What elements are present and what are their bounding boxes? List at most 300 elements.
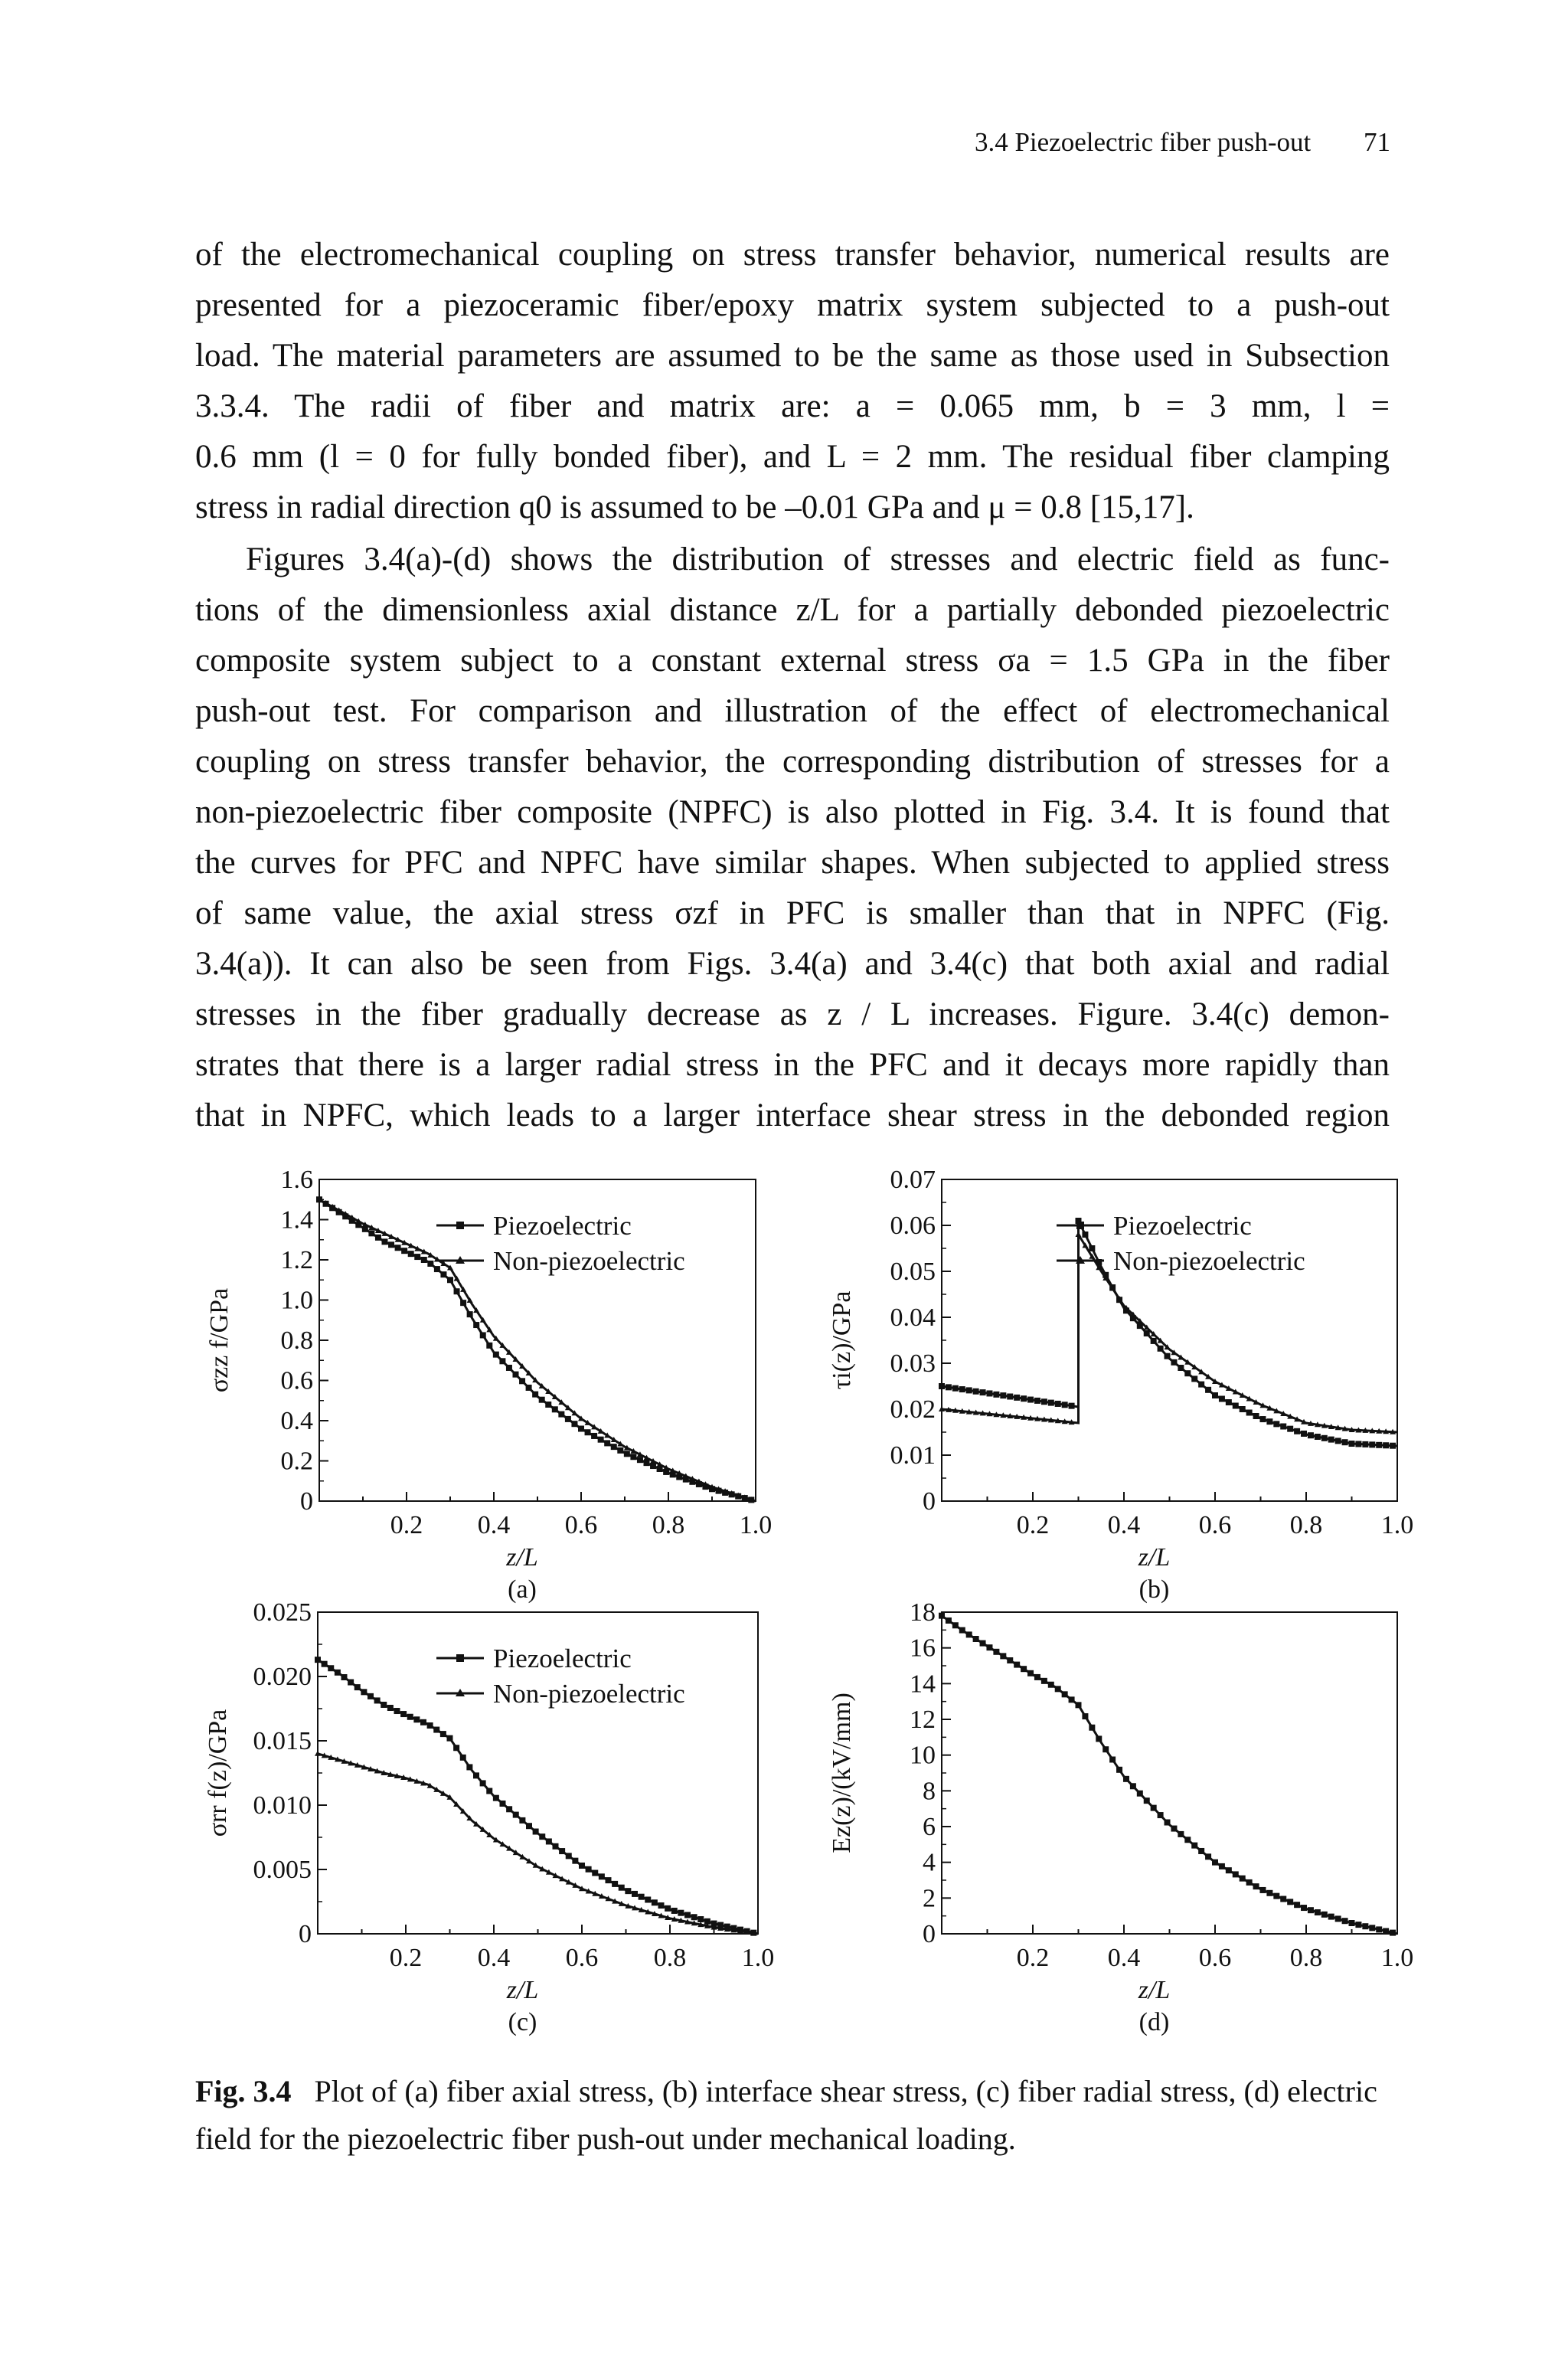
y-tick-label: 0.05: [890, 1258, 936, 1286]
data-point-square: [617, 1447, 623, 1454]
data-point-square: [532, 1392, 538, 1398]
data-point-square: [1027, 1670, 1034, 1676]
data-point-square: [665, 1905, 671, 1912]
legend-label: Piezoelectric: [493, 1644, 632, 1673]
data-point-square: [1082, 1713, 1088, 1719]
y-tick-label: 0.2: [280, 1447, 313, 1476]
y-tick-label: 0.005: [253, 1856, 312, 1884]
text-line: coupling on stress transfer behavior, the corresponding distribution of stresses for a: [195, 744, 1390, 780]
data-point-square: [604, 1440, 610, 1446]
data-point-square: [579, 1863, 585, 1869]
data-point-square: [1021, 1666, 1027, 1672]
data-point-square: [1233, 1871, 1239, 1877]
data-point-square: [473, 1772, 479, 1778]
data-point-square: [1253, 1413, 1259, 1419]
data-point-square: [1240, 1406, 1246, 1412]
data-point-square: [493, 1352, 499, 1358]
data-point-square: [566, 1853, 572, 1859]
data-point-square: [1355, 1922, 1361, 1928]
data-point-square: [1198, 1848, 1204, 1854]
data-point-square: [624, 1451, 630, 1457]
data-point-square: [697, 1916, 704, 1922]
data-point-square: [599, 1873, 605, 1879]
data-point-square: [480, 1780, 486, 1786]
data-point-square: [1362, 1923, 1368, 1929]
data-point-square: [440, 1731, 446, 1737]
data-point-square: [1390, 1930, 1396, 1936]
data-point-square: [1184, 1370, 1191, 1376]
data-point-square: [1390, 1443, 1396, 1449]
data-point-square: [939, 1613, 945, 1619]
data-point-square: [1102, 1746, 1109, 1752]
data-point-square: [1355, 1441, 1361, 1447]
data-point-square: [1158, 1346, 1164, 1352]
data-point-square: [650, 1463, 656, 1469]
data-point-square: [546, 1838, 552, 1844]
data-point-square: [1335, 1438, 1341, 1444]
data-point-square: [526, 1385, 532, 1391]
paragraph-1: [195, 230, 1390, 533]
y-tick-label: 0.020: [253, 1663, 312, 1691]
data-point-square: [447, 1735, 453, 1742]
data-point-square: [1109, 1757, 1116, 1763]
legend-label: Non-piezoelectric: [493, 1246, 685, 1276]
legend-marker-square: [456, 1654, 464, 1662]
y-tick-label: 0.06: [890, 1212, 936, 1240]
data-point-square: [420, 1719, 426, 1725]
data-point-square: [973, 1636, 979, 1642]
data-point-square: [407, 1714, 413, 1720]
data-point-square: [381, 1702, 387, 1708]
text-line: non-piezoelectric fiber composite (NPFC) is also plotted in Fig. 3.4. It is found that: [195, 794, 1390, 830]
data-point-square: [1259, 1887, 1266, 1893]
chart-c: [191, 1589, 804, 2049]
y-axis-label: Ez(z)/(kV/mm): [828, 1693, 856, 1853]
y-tick-label: 0: [923, 1487, 936, 1516]
data-point-square: [1171, 1826, 1177, 1832]
y-axis-label: σzz f/GPa: [205, 1287, 234, 1393]
x-tick-label: 0.2: [1016, 1511, 1050, 1539]
data-point-square: [592, 1870, 598, 1876]
data-point-square: [1328, 1914, 1334, 1920]
data-point-square: [980, 1389, 986, 1395]
data-point-square: [1321, 1435, 1328, 1441]
data-point-square: [1321, 1912, 1328, 1918]
page-number: 71: [1364, 127, 1390, 157]
data-point-square: [315, 1657, 321, 1663]
series-line: [318, 1754, 758, 1934]
x-axis-label: z/L: [1138, 1976, 1171, 2004]
data-point-square: [644, 1460, 650, 1466]
y-tick-label: 1.4: [280, 1205, 313, 1235]
data-point-square: [1383, 1442, 1389, 1448]
data-point-square: [387, 1705, 394, 1711]
data-point-square: [1349, 1920, 1355, 1926]
data-point-square: [1184, 1837, 1191, 1843]
data-point-square: [1048, 1682, 1054, 1688]
data-point-square: [400, 1711, 407, 1717]
data-point-square: [1041, 1398, 1047, 1405]
data-point-square: [1342, 1439, 1348, 1445]
data-point-square: [1041, 1678, 1047, 1684]
data-point-square: [1158, 1812, 1164, 1818]
data-point-square: [1027, 1397, 1034, 1403]
x-tick-label: 0.2: [390, 1511, 423, 1539]
x-tick-label: 0.4: [1107, 1944, 1141, 1972]
text-line: presented for a piezoceramic fiber/epoxy matrix system subjected to a push-out: [195, 287, 1390, 323]
data-point-square: [1205, 1853, 1211, 1860]
y-tick-label: 0.025: [253, 1598, 312, 1627]
data-point-square: [545, 1402, 551, 1408]
data-point-square: [973, 1389, 979, 1395]
data-point-square: [1335, 1915, 1341, 1922]
data-point-square: [1069, 1403, 1075, 1409]
data-point-square: [652, 1899, 658, 1905]
data-point-square: [571, 1421, 577, 1427]
data-point-square: [1301, 1431, 1307, 1437]
data-point-square: [966, 1631, 972, 1637]
data-point-square: [619, 1885, 625, 1891]
data-point-square: [1000, 1653, 1006, 1659]
data-point-square: [1165, 1353, 1171, 1359]
data-point-square: [637, 1457, 643, 1463]
data-point-square: [408, 1251, 414, 1257]
x-tick-label: 1.0: [1380, 1511, 1414, 1539]
x-axis-label: z/L: [506, 1976, 539, 2004]
panel-label: (d): [1138, 2008, 1170, 2036]
data-point-square: [946, 1617, 952, 1624]
data-point-square: [1376, 1926, 1382, 1932]
data-point-square: [1246, 1410, 1253, 1416]
data-point-square: [578, 1426, 584, 1432]
data-point-square: [1212, 1392, 1218, 1398]
paragraph-2: [195, 535, 1390, 1141]
panel-label: (c): [508, 2008, 537, 2036]
data-point-square: [382, 1238, 388, 1245]
legend-label: Non-piezoelectric: [493, 1679, 685, 1709]
data-point-square: [354, 1684, 361, 1690]
data-point-square: [1096, 1735, 1102, 1742]
y-tick-label: 0.01: [890, 1441, 936, 1470]
y-tick-label: 0.04: [890, 1303, 936, 1332]
data-point-square: [684, 1912, 691, 1918]
data-point-square: [460, 1755, 466, 1761]
text-line: composite system subject to a constant external stress σa = 1.5 GPa in the fiber: [195, 643, 1390, 679]
x-tick-label: 0.6: [1198, 1944, 1232, 1972]
data-point-square: [1055, 1686, 1061, 1692]
data-point-square: [467, 1311, 473, 1317]
data-point-square: [1014, 1395, 1020, 1401]
data-point-square: [440, 1271, 446, 1277]
data-point-square: [586, 1866, 592, 1873]
data-point-square: [1349, 1441, 1355, 1447]
data-point-square: [1383, 1928, 1389, 1935]
legend-label: Non-piezoelectric: [1113, 1246, 1305, 1276]
data-point-square: [348, 1680, 354, 1686]
text-line: of same value, the axial stress σzf in PFC is smaller than that in NPFC (Fig.: [195, 895, 1390, 931]
data-point-square: [526, 1823, 532, 1829]
data-point-square: [1191, 1843, 1197, 1849]
data-point-square: [427, 1261, 433, 1267]
data-point-square: [361, 1689, 367, 1695]
data-point-square: [1151, 1805, 1157, 1811]
data-point-square: [539, 1833, 545, 1840]
data-point-square: [1212, 1860, 1218, 1866]
data-point-square: [460, 1300, 466, 1306]
data-point-square: [1280, 1896, 1286, 1902]
data-point-square: [959, 1386, 965, 1392]
x-tick-label: 0.6: [564, 1511, 598, 1539]
data-point-square: [939, 1383, 945, 1389]
text-line: push-out test. For comparison and illustration of the effect of electromechanical: [195, 693, 1390, 729]
data-point-square: [1171, 1359, 1177, 1366]
x-tick-label: 0.8: [652, 1511, 685, 1539]
data-point-square: [506, 1806, 512, 1812]
y-tick-label: 2: [923, 1884, 936, 1913]
y-tick-label: 0.6: [280, 1366, 313, 1395]
data-point-square: [1376, 1442, 1382, 1448]
data-point-square: [421, 1257, 427, 1263]
data-point-square: [493, 1795, 499, 1801]
legend-label: Piezoelectric: [1113, 1211, 1252, 1241]
data-point-square: [986, 1390, 992, 1396]
data-point-square: [1273, 1893, 1279, 1899]
data-point-square: [1315, 1909, 1321, 1915]
data-point-square: [486, 1788, 492, 1794]
data-point-square: [466, 1764, 472, 1770]
data-point-square: [952, 1622, 959, 1628]
data-point-square: [1007, 1394, 1013, 1400]
data-point-square: [480, 1332, 486, 1338]
panel-label: (b): [1138, 1575, 1170, 1604]
y-tick-label: 1.2: [280, 1246, 313, 1274]
data-point-square: [946, 1384, 952, 1390]
panel-label: (a): [508, 1575, 537, 1604]
data-point-square: [322, 1661, 328, 1667]
data-point-square: [959, 1627, 965, 1634]
data-point-square: [401, 1248, 407, 1254]
text-line: 0.6 mm (l = 0 for fully bonded fiber), and L = 2 mm. The residual fiber clamping: [195, 439, 1390, 475]
data-point-square: [486, 1343, 492, 1349]
y-tick-label: 16: [910, 1634, 936, 1663]
legend-marker-square: [456, 1222, 464, 1229]
data-point-square: [519, 1817, 525, 1824]
x-tick-label: 0.6: [565, 1944, 599, 1972]
y-tick-label: 1.6: [280, 1166, 313, 1194]
data-point-square: [513, 1812, 519, 1818]
data-point-square: [1144, 1797, 1150, 1804]
data-point-square: [500, 1801, 506, 1807]
data-point-square: [1342, 1918, 1348, 1924]
text-line: load. The material parameters are assumed to be the same as those used in Subsection: [195, 338, 1390, 374]
data-point-square: [1062, 1402, 1068, 1408]
data-point-square: [1055, 1401, 1061, 1407]
data-point-square: [1273, 1421, 1279, 1427]
data-point-square: [1089, 1725, 1095, 1731]
x-tick-label: 0.2: [1016, 1944, 1050, 1972]
y-tick-label: 14: [910, 1670, 936, 1699]
x-tick-label: 0.8: [653, 1944, 687, 1972]
data-point-square: [612, 1881, 618, 1887]
text-line: strates that there is a larger radial stress in the PFC and it decays more rapidly than: [195, 1047, 1390, 1083]
data-point-square: [598, 1437, 604, 1443]
data-point-square: [1191, 1375, 1197, 1382]
data-point-square: [993, 1392, 999, 1398]
y-tick-label: 0: [299, 1920, 312, 1948]
data-point-square: [328, 1665, 334, 1671]
data-point-square: [678, 1910, 684, 1916]
data-point-square: [1226, 1399, 1232, 1405]
y-tick-label: 0.03: [890, 1349, 936, 1378]
y-tick-label: 0.4: [280, 1407, 313, 1435]
text-line: stress in radial direction q0 is assumed to be –0.01 GPa and μ = 0.8 [15,17].: [195, 489, 1194, 525]
data-point-square: [341, 1674, 348, 1680]
data-point-square: [1000, 1392, 1006, 1398]
caption-label: Fig. 3.4: [195, 2074, 292, 2108]
data-point-square: [1294, 1428, 1300, 1434]
data-point-square: [1362, 1441, 1368, 1447]
x-tick-label: 0.8: [1289, 1944, 1323, 1972]
y-tick-label: 12: [910, 1706, 936, 1734]
data-point-square: [1308, 1907, 1314, 1913]
data-point-square: [433, 1727, 439, 1733]
data-point-square: [565, 1416, 571, 1422]
data-point-square: [1259, 1416, 1266, 1422]
data-point-square: [1069, 1696, 1075, 1703]
text-line: that in NPFC, which leads to a larger interface shear stress in the debonded region: [195, 1097, 1390, 1133]
running-head: [0, 127, 1390, 158]
text-line: tions of the dimensionless axial distance z/L for a partially debonded piezoelectric: [195, 592, 1390, 628]
section-title: 3.4 Piezoelectric fiber push-out: [974, 127, 1312, 157]
data-point-square: [1315, 1434, 1321, 1440]
data-point-square: [1233, 1403, 1239, 1409]
data-point-square: [671, 1908, 678, 1914]
y-tick-label: 0.07: [890, 1166, 936, 1194]
data-point-square: [591, 1433, 597, 1439]
legend-label: Piezoelectric: [493, 1211, 632, 1241]
data-point-square: [1308, 1432, 1314, 1438]
data-point-square: [553, 1843, 559, 1850]
data-point-square: [1205, 1387, 1211, 1393]
data-point-square: [630, 1454, 636, 1460]
x-tick-label: 1.0: [1380, 1944, 1414, 1972]
data-point-square: [368, 1230, 374, 1236]
x-tick-label: 1.0: [739, 1511, 773, 1539]
y-tick-label: 0.010: [253, 1791, 312, 1820]
data-point-square: [453, 1745, 459, 1751]
x-axis-label: z/L: [1138, 1543, 1171, 1572]
chart-a: [191, 1164, 804, 1624]
data-point-square: [1178, 1365, 1184, 1371]
x-tick-label: 0.4: [477, 1511, 511, 1539]
text-line: 3.4(a)). It can also be seen from Figs. 3.4(a) and 3.4(c) that both axial and radial: [195, 946, 1390, 982]
legend-marker-square: [1076, 1222, 1084, 1229]
data-point-square: [427, 1722, 433, 1729]
data-point-square: [1048, 1400, 1054, 1406]
data-point-square: [558, 1411, 564, 1418]
data-point-square: [645, 1896, 651, 1902]
x-tick-label: 0.8: [1289, 1511, 1323, 1539]
text-line: 3.3.4. The radii of fiber and matrix are: a = 0.065 mm, b = 3 mm, l =: [195, 388, 1390, 424]
data-point-square: [585, 1429, 591, 1435]
data-point-square: [632, 1891, 638, 1897]
data-point-square: [375, 1235, 381, 1241]
data-point-square: [1123, 1776, 1129, 1782]
data-point-square: [434, 1266, 440, 1272]
data-point-square: [1178, 1831, 1184, 1837]
figure-caption: [195, 2068, 1390, 2163]
data-point-square: [1266, 1418, 1272, 1425]
data-point-square: [1034, 1674, 1040, 1680]
data-point-square: [513, 1372, 519, 1378]
data-point-square: [506, 1365, 512, 1371]
data-point-square: [572, 1858, 578, 1864]
y-tick-label: 4: [923, 1848, 936, 1877]
data-point-square: [606, 1877, 612, 1883]
y-tick-label: 8: [923, 1777, 936, 1806]
text-line: stresses in the fiber gradually decrease as z / L increases. Figure. 3.4(c) demon-: [195, 996, 1390, 1032]
data-point-square: [1007, 1657, 1013, 1663]
data-point-square: [1369, 1925, 1375, 1931]
data-point-square: [1137, 1791, 1143, 1797]
data-point-square: [533, 1829, 539, 1835]
data-point-square: [539, 1397, 545, 1403]
x-axis-label: z/L: [506, 1543, 538, 1572]
data-point-square: [1198, 1382, 1204, 1388]
x-tick-label: 0.4: [477, 1944, 511, 1972]
x-tick-label: 0.2: [389, 1944, 423, 1972]
y-tick-label: 0: [300, 1487, 313, 1516]
data-point-square: [625, 1888, 631, 1894]
data-point-square: [559, 1848, 565, 1854]
data-point-square: [414, 1254, 420, 1260]
data-point-square: [1328, 1437, 1334, 1443]
data-point-square: [1062, 1691, 1068, 1697]
y-tick-label: 18: [910, 1598, 936, 1627]
x-tick-label: 0.4: [1107, 1511, 1141, 1539]
data-point-triangle: [1076, 1232, 1082, 1237]
y-tick-label: 6: [923, 1813, 936, 1841]
data-point-square: [1287, 1426, 1293, 1432]
data-point-square: [1294, 1902, 1300, 1908]
caption-text: Plot of (a) fiber axial stress, (b) interface shear stress, (c) fiber radial stress, (d) electric field for the piezoelectric fiber push-out under mechanical loading.: [195, 2074, 1377, 2156]
data-point-square: [394, 1708, 400, 1714]
data-point-square: [1219, 1863, 1225, 1869]
data-point-square: [1266, 1890, 1272, 1896]
data-point-square: [368, 1693, 374, 1699]
y-axis-label: τi(z)/GPa: [828, 1290, 856, 1390]
data-point-square: [639, 1894, 645, 1900]
text-line: the curves for PFC and NPFC have similar shapes. When subjected to applied stress: [195, 845, 1390, 881]
data-point-square: [1151, 1338, 1157, 1344]
data-point-square: [388, 1241, 394, 1248]
data-point-square: [966, 1387, 972, 1393]
data-point-square: [1240, 1876, 1246, 1882]
data-point-square: [986, 1644, 992, 1650]
data-point-square: [473, 1322, 479, 1328]
data-point-square: [1219, 1396, 1225, 1402]
y-axis-label: σrr f(z)/GPa: [204, 1709, 232, 1837]
data-point-square: [519, 1378, 525, 1384]
y-tick-label: 0: [923, 1920, 936, 1948]
data-point-square: [1301, 1905, 1307, 1911]
x-tick-label: 0.6: [1198, 1511, 1232, 1539]
data-point-square: [1287, 1899, 1293, 1905]
data-point-square: [1021, 1395, 1027, 1402]
data-point-square: [658, 1902, 665, 1909]
chart-b: [804, 1164, 1416, 1624]
data-point-square: [1280, 1424, 1286, 1430]
